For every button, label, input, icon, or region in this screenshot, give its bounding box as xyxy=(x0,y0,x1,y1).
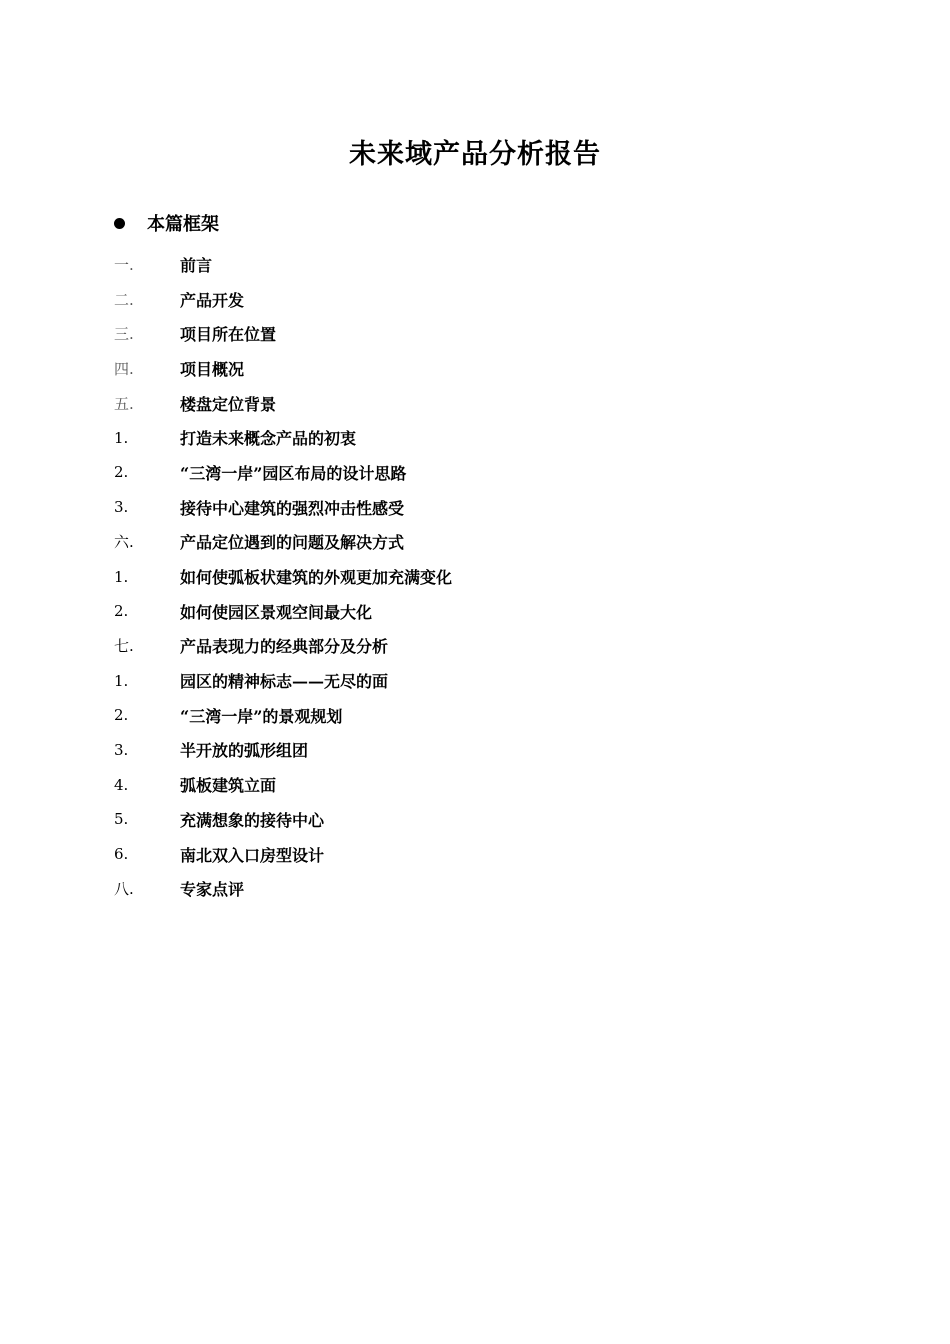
toc-item-text: 如何使弧板状建筑的外观更加充满变化 xyxy=(180,568,453,588)
toc-item xyxy=(114,871,814,906)
toc-item xyxy=(114,282,814,317)
toc-item-text: 项目概况 xyxy=(180,359,245,379)
toc-item-number: 2. xyxy=(114,706,129,725)
toc-item-number: 四. xyxy=(114,359,134,378)
toc-item-number: 3. xyxy=(114,740,129,759)
toc-item-number: 5. xyxy=(114,810,129,829)
table-of-contents xyxy=(114,247,814,906)
toc-item-number: 二. xyxy=(114,290,134,309)
framework-heading-label: 本篇框架 xyxy=(147,214,219,235)
toc-item-number: 1. xyxy=(114,671,129,690)
toc-item-text: 项目所在位置 xyxy=(180,325,277,345)
toc-item xyxy=(114,351,814,386)
toc-item xyxy=(114,525,814,560)
toc-item-text: 如何使园区景观空间最大化 xyxy=(180,602,373,622)
toc-item xyxy=(114,559,814,594)
toc-item-text: 专家点评 xyxy=(180,880,245,900)
toc-item-text: 产品定位遇到的问题及解决方式 xyxy=(180,533,405,553)
toc-item xyxy=(114,455,814,490)
toc-item-number: 一. xyxy=(114,255,134,274)
toc-item xyxy=(114,420,814,455)
toc-item-text: 产品表现力的经典部分及分析 xyxy=(180,637,389,657)
toc-item-number: 2. xyxy=(114,463,129,482)
toc-item-text: “三湾一岸”园区布局的设计思路 xyxy=(180,463,407,483)
toc-item xyxy=(114,629,814,664)
toc-item xyxy=(114,663,814,698)
toc-item-text: 南北双入口房型设计 xyxy=(180,845,325,865)
toc-item xyxy=(114,386,814,421)
toc-item-number: 4. xyxy=(114,775,129,794)
toc-item-number: 1. xyxy=(114,567,129,586)
toc-item-text: 弧板建筑立面 xyxy=(180,776,277,796)
toc-item-text: 打造未来概念产品的初衷 xyxy=(180,429,357,449)
toc-item-number: 3. xyxy=(114,498,129,517)
toc-item-text: 前言 xyxy=(180,255,213,275)
framework-heading xyxy=(114,210,219,236)
toc-item-text: 园区的精神标志——无尽的面 xyxy=(180,672,389,692)
toc-item xyxy=(114,316,814,351)
toc-item xyxy=(114,698,814,733)
toc-item-text: 产品开发 xyxy=(180,290,245,310)
toc-item-number: 三. xyxy=(114,325,134,344)
toc-item-number: 五. xyxy=(114,394,134,413)
toc-item-number: 七. xyxy=(114,637,134,656)
toc-item-text: 楼盘定位背景 xyxy=(180,394,277,414)
toc-item-number: 1. xyxy=(114,428,129,447)
toc-item xyxy=(114,767,814,802)
document-title: 未来域产品分析报告 xyxy=(349,139,601,170)
toc-item xyxy=(114,247,814,282)
toc-item-text: 充满想象的接待中心 xyxy=(180,810,325,830)
toc-item xyxy=(114,733,814,768)
bullet-icon xyxy=(114,218,125,229)
toc-item-text: 半开放的弧形组团 xyxy=(180,741,309,761)
toc-item xyxy=(114,837,814,872)
toc-item-number: 6. xyxy=(114,845,129,864)
toc-item-text: 接待中心建筑的强烈冲击性感受 xyxy=(180,498,405,518)
toc-item-number: 2. xyxy=(114,602,129,621)
toc-item-text: “三湾一岸”的景观规划 xyxy=(180,706,343,726)
toc-item xyxy=(114,802,814,837)
toc-item xyxy=(114,594,814,629)
toc-item-number: 六. xyxy=(114,533,134,552)
toc-item xyxy=(114,490,814,525)
toc-item-number: 八. xyxy=(114,880,134,899)
